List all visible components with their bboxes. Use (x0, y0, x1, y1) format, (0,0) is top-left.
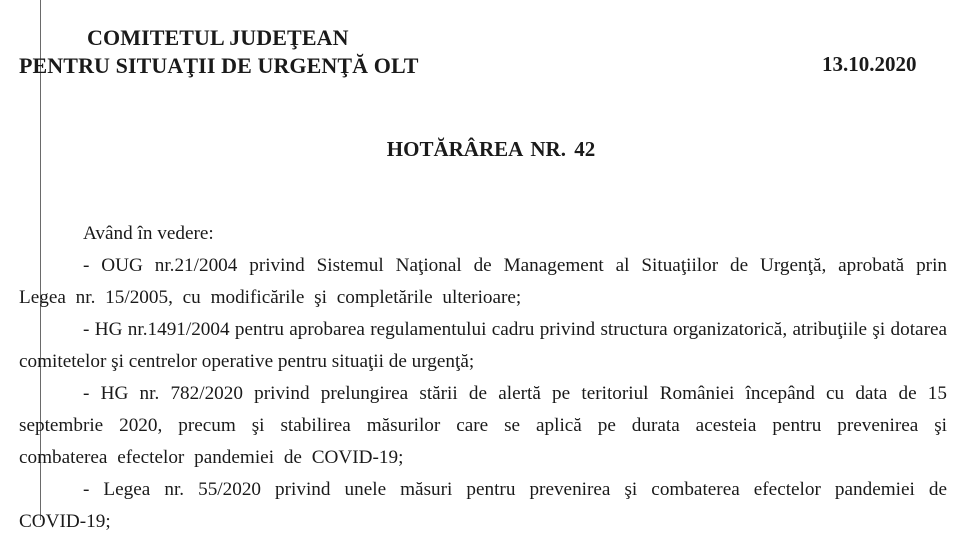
organization-name-line2: PENTRU SITUAŢII DE URGENŢĂ OLT (19, 53, 419, 78)
document-body (19, 218, 947, 538)
organization-header (19, 24, 419, 80)
legal-reference-item: - Legea nr. 55/2020 privind unele măsuri pentru prevenirea şi combaterea efectelor pandemiei de COVID-19; (19, 479, 947, 532)
document-title: HOTĂRÂREA NR. 42 (386, 137, 596, 161)
legal-reference-item: - HG nr. 782/2020 privind prelungirea stării de alertă pe teritoriul României începând cu data de 15 septembrie 2020, precum şi stabilirea măsurilor care se aplică pe durata acesteia pentru prevenirea şi combaterea efectelor pandemiei de COVID-19; (19, 383, 947, 468)
legal-reference-item: - OUG nr.21/2004 privind Sistemul Naţional de Management al Situaţiilor de Urgenţă, aprobată prin Legea nr. 15/2005, cu modificările şi completările ulterioare; (19, 255, 947, 308)
legal-reference-item: - HG nr.1491/2004 pentru aprobarea regulamentului cadru privind structura organizatorică, atribuţiile şi dotarea comitetelor şi centrelor operative pentru situaţii de urgenţă; (19, 319, 947, 372)
organization-name-line1: COMITETUL JUDEŢEAN (87, 25, 349, 50)
intro-text: Având în vedere: (83, 223, 214, 244)
document-date: 13.10.2020 (822, 52, 917, 76)
